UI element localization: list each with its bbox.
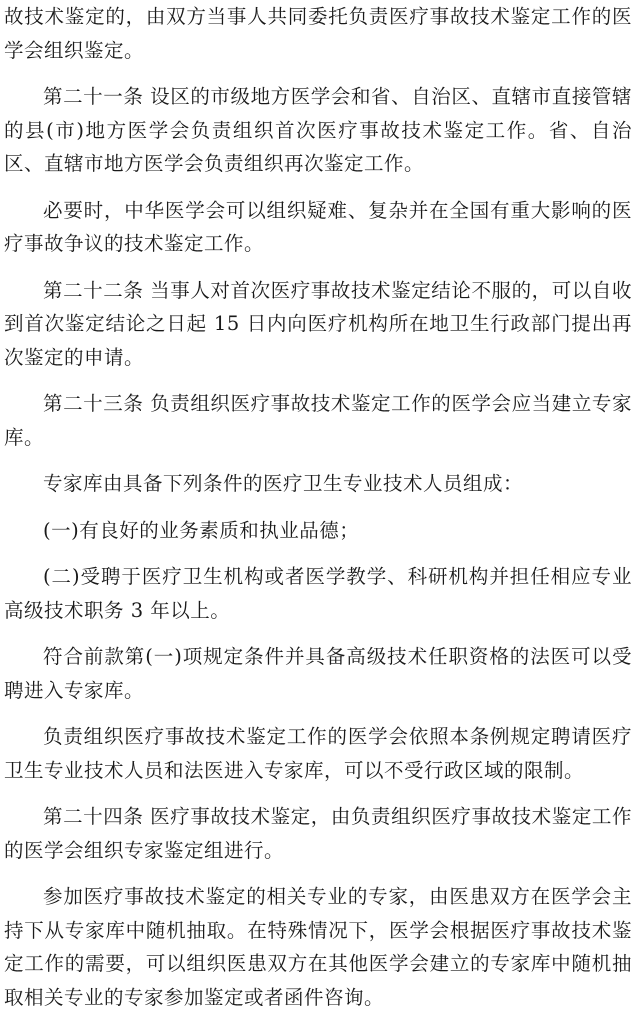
paragraph-condition-2: (二)受聘于医疗卫生机构或者医学教学、科研机构并担任相应专业高级技术职务 3 年以上。: [4, 565, 632, 622]
paragraph-article-21-supplement: 必要时，中华医学会可以组织疑难、复杂并在全国有重大影响的医疗事故争议的技术鉴定工作。: [4, 198, 632, 255]
paragraph-continuation: 故技术鉴定的，由双方当事人共同委托负责医疗事故技术鉴定工作的医学会组织鉴定。: [4, 5, 632, 62]
paragraph-forensic-doctors: 符合前款第(一)项规定条件并具备高级技术任职资格的法医可以受聘进入专家库。: [4, 645, 632, 702]
paragraph-expert-pool-conditions: 专家库由具备下列条件的医疗卫生专业技术人员组成：: [43, 472, 524, 495]
paragraph-article-23: 第二十三条 负责组织医疗事故技术鉴定工作的医学会应当建立专家库。: [4, 392, 632, 449]
paragraph-article-22: 第二十二条 当事人对首次医疗事故技术鉴定结论不服的，可以自收到首次鉴定结论之日起 15 日内向医疗机构所在地卫生行政部门提出再次鉴定的申请。: [4, 278, 632, 369]
paragraph-expert-selection: 参加医疗事故技术鉴定的相关专业的专家，由医患双方在医学会主持下从专家库中随机抽取。在特殊情况下，医学会根据医疗事故技术鉴定工作的需要，可以组织医患双方在其他医学会建立的专家库中随机抽取相关专业的专家参加鉴定或者函件咨询。: [4, 885, 632, 1009]
paragraph-no-regional-limit: 负责组织医疗事故技术鉴定工作的医学会依照本条例规定聘请医疗卫生专业技术人员和法医进入专家库，可以不受行政区域的限制。: [4, 725, 632, 782]
paragraph-article-24: 第二十四条 医疗事故技术鉴定，由负责组织医疗事故技术鉴定工作的医学会组织专家鉴定组进行。: [4, 805, 632, 862]
paragraph-condition-1: (一)有良好的业务素质和执业品德；: [43, 518, 360, 542]
paragraph-article-21: 第二十一条 设区的市级地方医学会和省、自治区、直辖市直接管辖的县(市)地方医学会负责组织首次医疗事故技术鉴定工作。省、自治区、直辖市地方医学会负责组织再次鉴定工作。: [4, 85, 632, 175]
document-page: [4, 0, 632, 1014]
